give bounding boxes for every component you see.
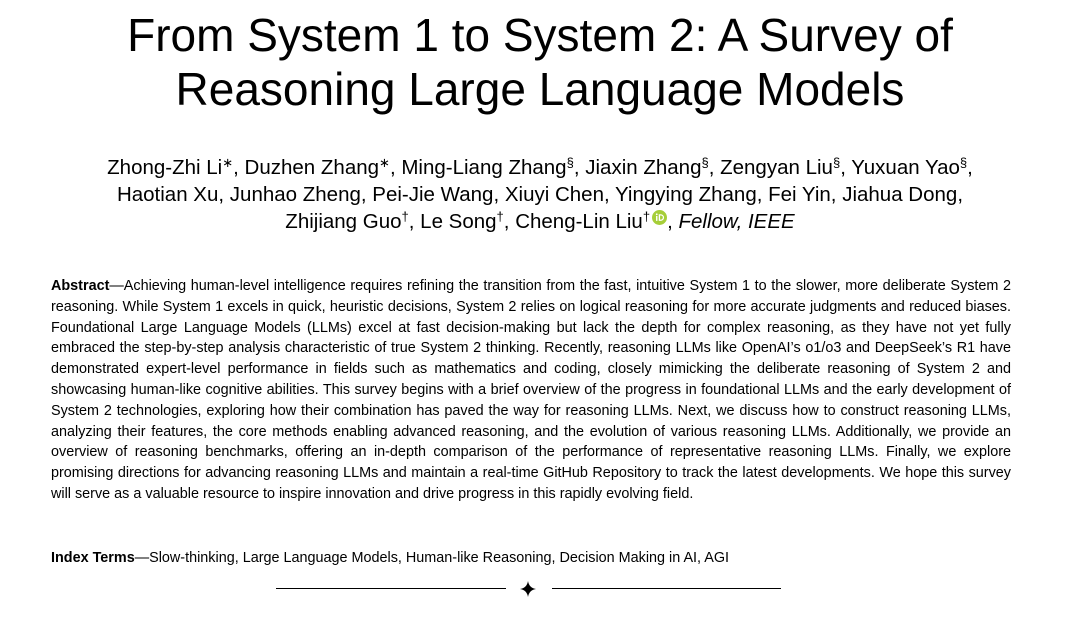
index-terms-text: —Slow-thinking, Large Language Models, Human-like Reasoning, Decision Making in AI, AGI — [134, 550, 730, 566]
divider-rule-right — [552, 588, 781, 589]
author-line-3: Zhijiang Guo†, Le Song†, Cheng-Lin Liu† , Fellow, IEEE — [285, 209, 795, 233]
author-name: Zhong-Zhi Li — [107, 156, 223, 179]
author-mark: § — [959, 155, 968, 170]
divider-rule-left — [276, 588, 506, 589]
author-mark: ∗ — [379, 155, 390, 170]
author-mark: § — [566, 155, 574, 170]
author-line-1: Zhong-Zhi Li∗, Duzhen Zhang∗, Ming-Liang Zhang§, Jiaxin Zhang§, Zengyan Liu§, Yuxuan Yao§, — [107, 155, 973, 179]
fellow-designation: Fellow, IEEE — [678, 210, 795, 233]
index-terms — [51, 548, 1011, 568]
author-mark: † — [401, 209, 409, 224]
author-name: Junhao Zheng — [229, 183, 361, 206]
author-mark: § — [701, 155, 709, 170]
author-name: Haotian Xu — [116, 183, 219, 206]
author-name: Cheng-Lin Liu — [515, 210, 643, 233]
author-name: Zhijiang Guo — [285, 210, 402, 233]
author-mark: † — [642, 209, 651, 224]
abstract — [51, 276, 1015, 505]
abstract-text: —Achieving human-level intelligence requires refining the transition from the fast, intuitive System 1 to the slower, more deliberate System 2 reasoning. While System 1 excels in quick, heuristic decisions, System 2 relies on logical reasoning for more accurate judgments and reduced biases. Foundational Large Language Models (LLMs) excel at fast decision-making but lack the depth for complex reasoning, as they have not yet fully embraced the step-by-step analysis characteristic of true System 2 thinking. Recently, reasoning LLMs like OpenAI’s o1/o3 and DeepSeek’s R1 have demonstrated expert-level performance in fields such as mathematics and coding, closely mimicking the deliberate reasoning of System 2 and showcasing human-like cognitive abilities. This survey begins with a brief overview of the progress in foundational LLMs and the early development of System 2 technologies, exploring how their combination has paved the way for reasoning LLMs. Next, we discuss how to construct reasoning LLMs, analyzing their features, the core methods enabling advanced reasoning, and the evolution of various reasoning LLMs. Additionally, we provide an overview of reasoning benchmarks, offering an in-depth comparison of the performance of representative reasoning LLMs. Finally, we explore promising directions for advancing reasoning LLMs and maintain a real-time GitHub Repository to track the latest developments. We hope this survey will serve as a valuable resource to inspire innovation and drive progress in this rapidly evolving field. — [51, 278, 1015, 502]
author-name: Le Song — [420, 210, 497, 233]
author-line-2: Haotian Xu, Junhao Zheng, Pei-Jie Wang, Xiuyi Chen, Yingying Zhang, Fei Yin, Jiahua Dong, — [116, 183, 964, 206]
author-mark: ∗ — [222, 155, 234, 170]
author-mark: § — [832, 155, 841, 170]
author-list — [0, 154, 1080, 235]
four-point-star-icon — [520, 581, 536, 597]
author-name: Yingying Zhang — [615, 183, 757, 206]
author-name: Jiahua Dong — [842, 183, 958, 206]
author-name: Duzhen Zhang — [244, 156, 380, 179]
paper-title-line-1: From System 1 to System 2: A Survey of — [127, 9, 953, 61]
author-name: Pei-Jie Wang — [372, 183, 494, 206]
author-name: Ming-Liang Zhang — [401, 156, 567, 179]
author-name: Yuxuan Yao — [851, 156, 960, 179]
author-name: Jiaxin Zhang — [585, 156, 702, 179]
section-divider — [276, 578, 781, 600]
author-name: Xiuyi Chen — [504, 183, 604, 206]
abstract-label: Abstract — [51, 278, 110, 294]
author-name: Fei Yin — [768, 183, 831, 206]
orcid-icon[interactable] — [652, 210, 667, 225]
author-name: Zengyan Liu — [720, 156, 833, 179]
paper-title-line-2: Reasoning Large Language Models — [175, 63, 905, 115]
paper-title — [0, 8, 1080, 116]
index-terms-label: Index Terms — [51, 550, 135, 566]
author-mark: † — [496, 209, 504, 224]
